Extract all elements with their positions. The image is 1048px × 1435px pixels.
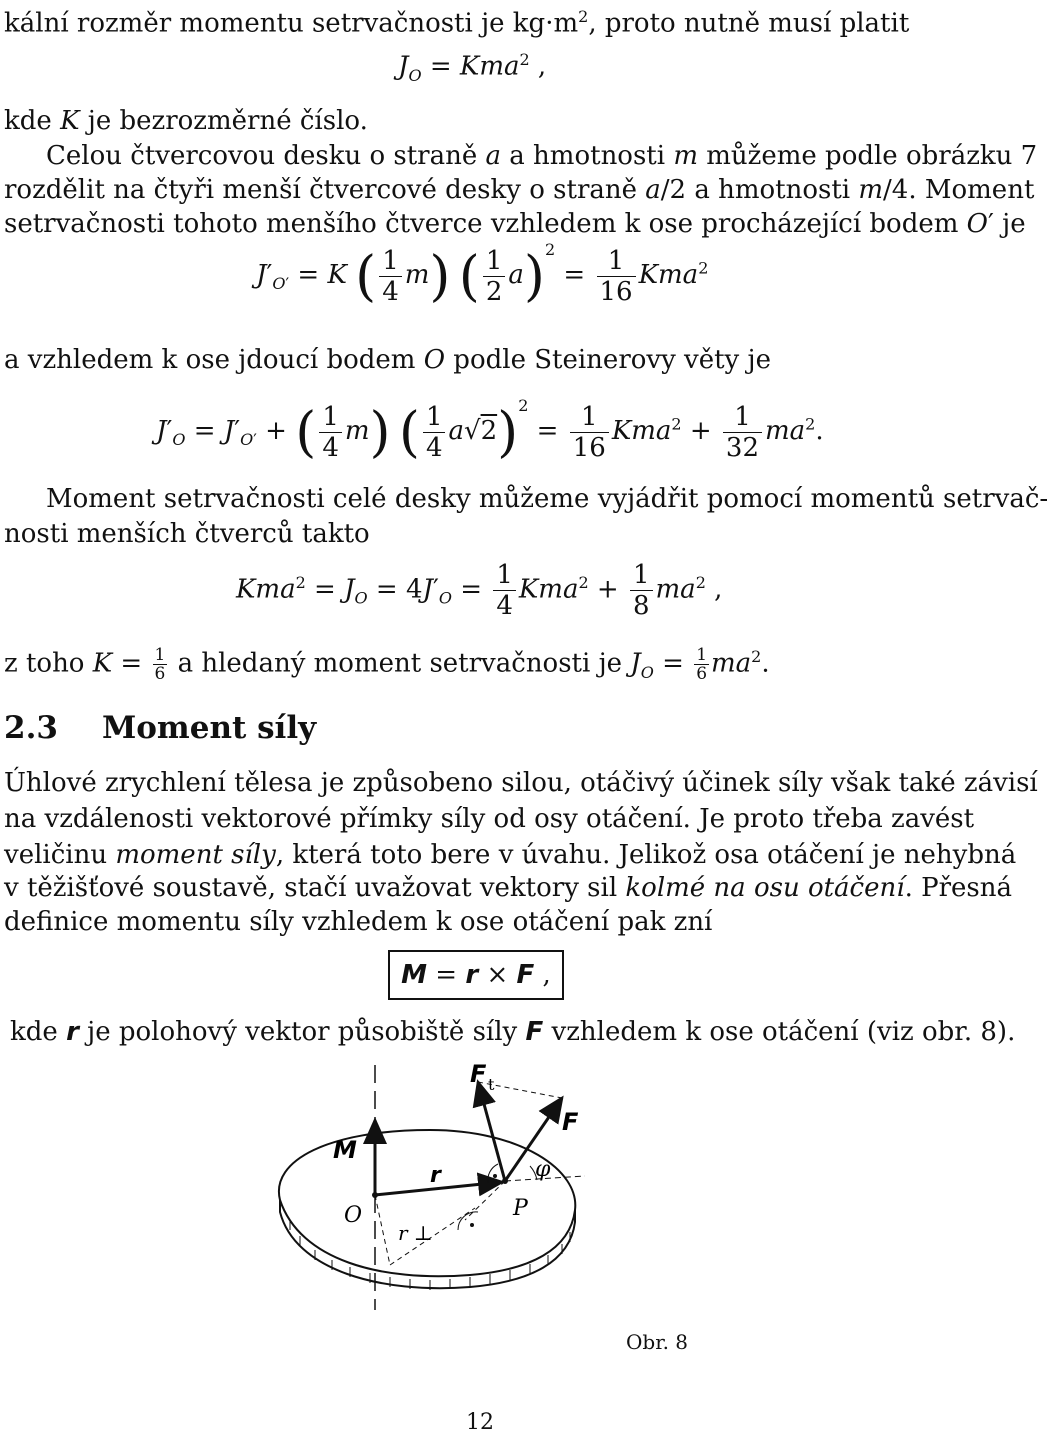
page-number: 12 (466, 1410, 494, 1435)
paragraph-line: Celou čtvercovou desku o straně a a hmotnosti m můžeme podle obrázku 7 (46, 141, 1038, 171)
force-ft-vector (478, 1082, 505, 1181)
torque-diagram (240, 1060, 600, 1320)
paragraph-line: na vzdálenosti vektorové přímky síly od osy otáčení. Je proto třeba zavést (4, 804, 975, 834)
paragraph-line: z toho K = $\frac{1}{6}$ a hledaný moment setrvačnosti je $J_O$ = $\frac{1}{6}$ $ma^2$. (4, 645, 770, 685)
rigid-body-outline (279, 1130, 575, 1276)
paragraph-line: kde K je bezrozměrné číslo. (4, 106, 368, 136)
label-rperp: r ⊥ (398, 1221, 433, 1245)
paragraph-line: a vzhledem k ose jdoucí bodem O podle Steinerovy věty je (4, 345, 771, 375)
paragraph-line: Úhlové zrychlení tělesa je způsobeno silou, otáčivý účinek síly však také závisí (4, 768, 1038, 798)
equation-2: $J'_{O'} = K$ ( $\frac{1}{4}$ m) ( $\frac{1}{2}$ a)$^2$ = $\frac{1}{16}$ Kma$^2$ (256, 240, 709, 308)
section-heading (4, 710, 316, 746)
force-vector (505, 1098, 562, 1181)
section-number: 2.3 (4, 710, 58, 746)
label-O: O (344, 1203, 363, 1228)
paragraph-line: kde r je polohový vektor působiště síly F vzhledem k ose otáčení (viz obr. 8). (10, 1017, 1016, 1047)
paragraph-line: setrvačnosti tohoto menšího čtverce vzhledem k ose procházející bodem O′ je (4, 209, 1026, 239)
equation-3: $J'_O = J'_{O'}$ + ( $\frac{1}{4}$ m) ( $\frac{1}{4}$ a√2)$^2$ = $\frac{1}{16}$ Kma$^2$ + $\frac{1}{32}$ $ma^2$. (156, 396, 824, 464)
label-Ft: F (470, 1060, 487, 1088)
figure-caption: Obr. 8 (626, 1330, 689, 1354)
paragraph-line: veličinu moment síly, která toto bere v úvahu. Jelikož osa otáčení je nehybná (4, 840, 1017, 870)
equation-1: $J_O = Kma^2$ , (398, 50, 547, 85)
label-F: F (562, 1108, 579, 1136)
section-title: Moment síly (101, 710, 317, 746)
label-r: r (430, 1163, 441, 1188)
equation-4: $Kma^2 = J_O = 4J'_O$ = $\frac{1}{4}$ Kma$^2$ + $\frac{1}{8}$ $ma^2$ , (236, 560, 723, 621)
label-M: M (333, 1136, 357, 1164)
paragraph-line: rozdělit na čtyři menší čtvercové desky o straně a/2 a hmotnosti m/4. Moment (4, 175, 1035, 205)
paragraph-line: definice momentu síly vzhledem k ose otáčení pak zní (4, 907, 713, 937)
paragraph-line: v těžišťové soustavě, stačí uvažovat vektory sil kolmé na osu otáčení. Přesná (4, 873, 1013, 903)
paragraph-line: Moment setrvačnosti celé desky můžeme vyjádřit pomocí momentů setrvač- (46, 484, 1048, 514)
paragraph-line: nosti menších čtverců takto (4, 519, 370, 549)
paragraph-line: kální rozměr momentu setrvačnosti je $kg\cdot m^2$, proto nutně musí platit (4, 7, 910, 39)
label-Ft-sub: t (488, 1075, 495, 1094)
boxed-equation: M = r × F , (388, 950, 564, 1000)
label-P: P (513, 1196, 528, 1221)
label-phi: φ (535, 1157, 551, 1182)
